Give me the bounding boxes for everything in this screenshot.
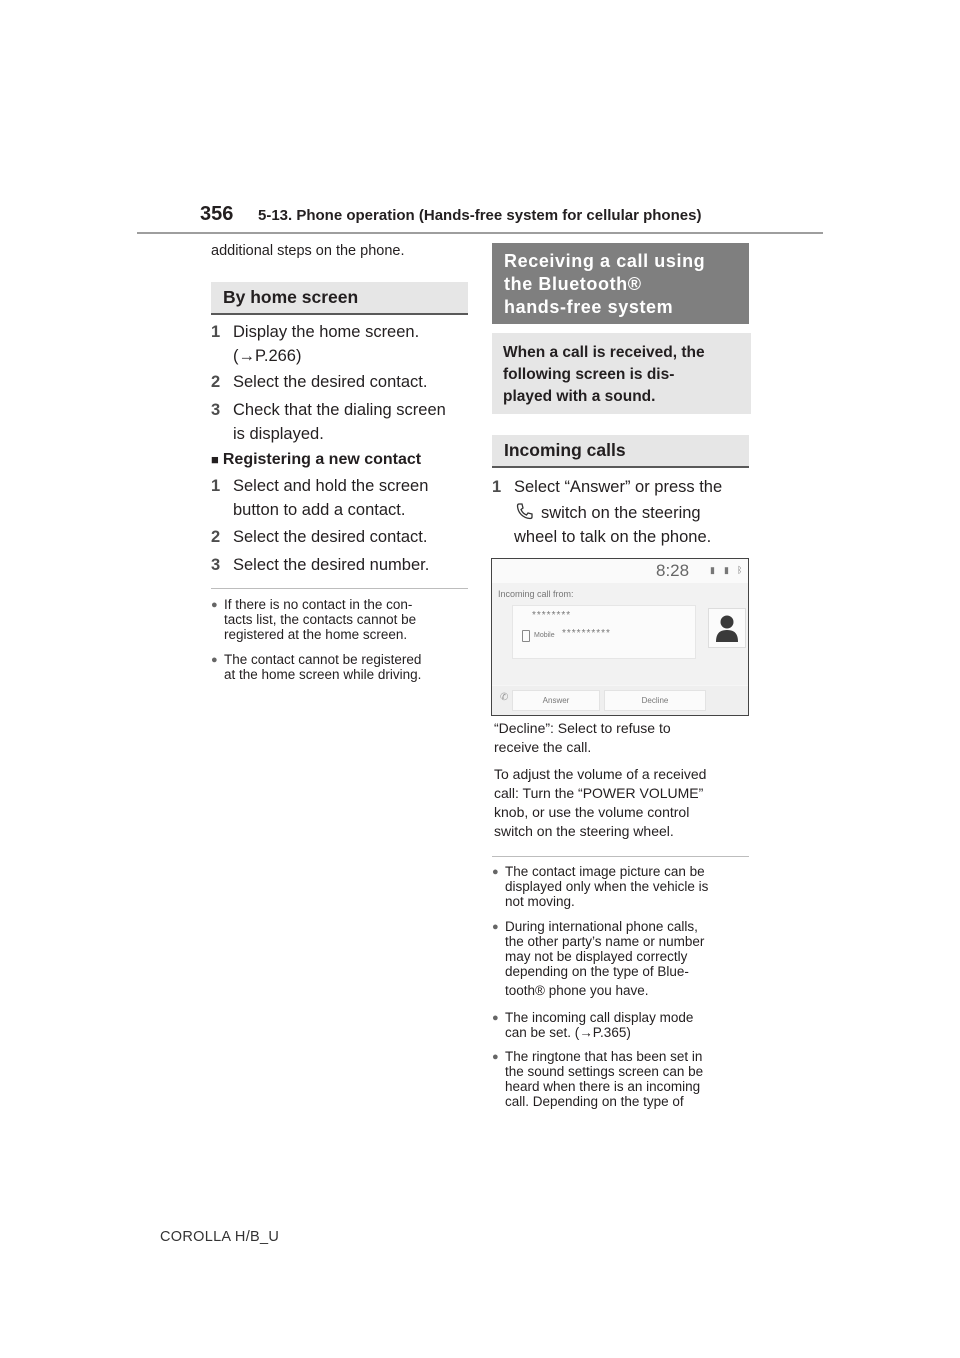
intro-line: When a call is received, the [503,344,705,361]
note-item [211,597,471,643]
step-number: 1 [211,477,221,495]
phone-icon: ✆ [500,692,509,703]
intro-line: played with a sound. [503,388,656,405]
step-text-cont: wheel to talk on the phone. [514,528,712,546]
step-text-cont: button to add a contact. [233,501,406,519]
note-line: not moving. [505,894,575,909]
page-number: 356 [200,203,234,225]
heading-line: the Bluetooth® [504,274,642,294]
bullet-icon: ● [492,866,499,878]
step-text: Select and hold the screen [233,477,429,495]
note-line: registered at the home screen. [224,627,408,642]
note-line: tooth® phone you have. [505,983,649,998]
note-line: heard when there is an incoming [505,1079,701,1094]
volume-note [494,765,756,845]
heading-text: Incoming calls [504,440,626,460]
section-title: 5-13. Phone operation (Hands-free system for cellular phones) [258,207,702,224]
step-number: 2 [211,373,221,391]
step-number: 1 [211,323,221,341]
note-line: During international phone calls, [505,919,698,934]
step-number: 3 [211,556,221,574]
note-line: at the home screen while driving. [224,667,422,682]
battery-icon: ▮ [724,565,729,575]
heading-line: hands-free system [504,297,674,317]
step-2 [211,525,471,549]
subhead-text: Registering a new contact [222,451,422,468]
step-3 [211,398,471,448]
note-line: The contact image picture can be [505,864,705,879]
step-text: Select the desired contact. [233,528,428,546]
step-1 [211,474,471,524]
step-1 [211,320,471,370]
heading-line: Receiving a call using [504,251,706,271]
notes-divider [492,856,749,857]
bullet-icon: ● [211,654,218,666]
note-line: the sound settings screen can be [505,1064,704,1079]
step-text-cont: (→P.266) [233,347,302,365]
header-divider [137,232,823,234]
bluetooth-icon: ᛒ [737,565,743,575]
volume-line: To adjust the volume of a received [494,766,707,782]
footer-model: COROLLA H/B_U [160,1229,280,1245]
phone-switch-icon [514,501,536,521]
step-number: 3 [211,401,221,419]
note-line: may not be displayed correctly [505,949,688,964]
step-2 [211,370,471,394]
note-item [492,919,756,999]
decline-line: receive the call. [494,739,592,755]
caller-number: ********** [562,628,611,639]
bullet-icon: ● [211,599,218,611]
decline-button[interactable]: Decline [604,690,706,711]
clock: 8:28 [656,561,690,580]
bullet-icon: ● [492,1012,499,1024]
decline-line: “Decline”: Select to refuse to [494,720,671,736]
note-line: The ringtone that has been set in [505,1049,703,1064]
receiving-call-heading [492,243,749,324]
step-3 [211,553,471,577]
volume-line: switch on the steering wheel. [494,823,674,839]
step-text: Select the desired number. [233,556,430,574]
volume-line: call: Turn the “POWER VOLUME” [494,785,704,801]
incoming-label: Incoming call from: [498,589,574,599]
step-text: Check that the dialing screen [233,401,446,419]
notes-divider [211,588,468,589]
incoming-call-screen-image [491,558,749,716]
note-line: The incoming call display mode [505,1010,694,1025]
caller-name: ******** [532,610,572,621]
note-line: the other party’s name or number [505,934,705,949]
step-text: Select “Answer” or press the [514,478,723,496]
note-line: displayed only when the vehicle is [505,879,709,894]
step-text: Select the desired contact. [233,373,428,391]
by-home-screen-heading [211,282,468,315]
answer-button[interactable]: Answer [512,690,600,711]
decline-note [494,719,754,759]
step-number: 1 [492,478,502,496]
intro-line: following screen is dis- [503,366,675,383]
step-1 [492,475,752,547]
registering-contact-subhead [211,451,421,469]
incoming-calls-heading [492,435,749,468]
note-line: If there is no contact in the con- [224,597,413,612]
contact-avatar [708,608,746,648]
note-item [492,1049,756,1111]
step-number: 2 [211,528,221,546]
step-text: Display the home screen. [233,323,420,341]
note-item [492,864,756,910]
step-text-cont: is displayed. [233,425,324,443]
note-item [492,1010,756,1041]
note-line: can be set. (→P.365) [505,1025,631,1040]
mobile-icon [522,630,530,642]
intro-box [492,333,751,414]
note-line: The contact cannot be registered [224,652,422,667]
mobile-label: Mobile [534,632,555,639]
signal-icon: ▮ [710,565,715,575]
note-line: tacts list, the contacts cannot be [224,612,417,627]
heading-text: By home screen [223,287,359,307]
note-line: depending on the type of Blue- [505,964,689,979]
bullet-icon: ● [492,921,499,933]
note-line: call. Depending on the type of [505,1094,684,1109]
square-bullet-icon: ■ [211,452,219,467]
note-item [211,652,471,683]
volume-line: knob, or use the volume control [494,804,690,820]
step-text-cont: switch on the steering [541,504,701,522]
bullet-icon: ● [492,1051,499,1063]
continued-text: additional steps on the phone. [211,243,405,259]
